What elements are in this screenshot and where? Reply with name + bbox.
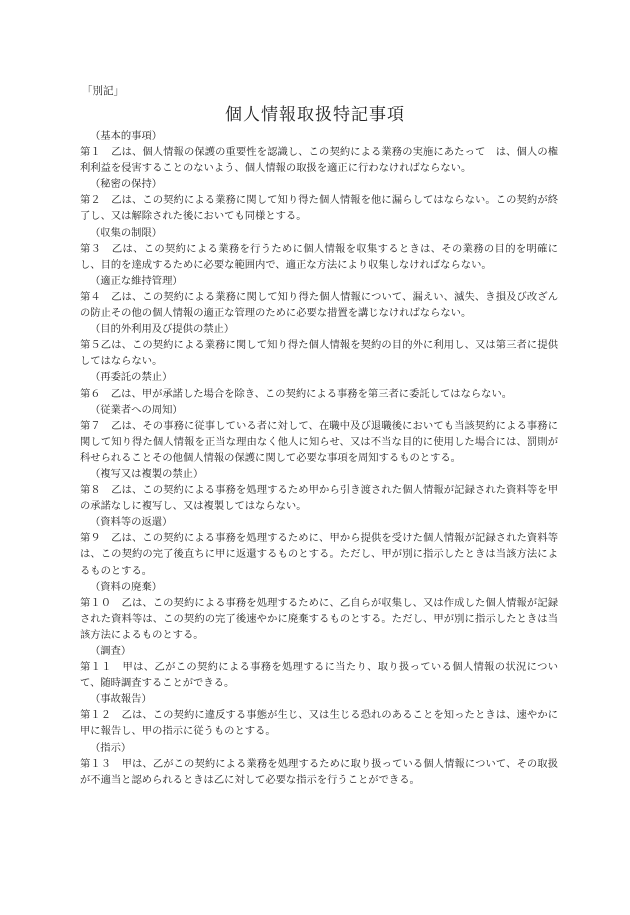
article-heading: （再委託の禁止）	[90, 371, 173, 384]
article-1	[80, 128, 558, 176]
article-heading: （収集の制限）	[90, 226, 163, 239]
article-paragraph	[80, 241, 558, 273]
article-number: 第２	[80, 194, 101, 207]
article-number: 第９	[80, 532, 101, 545]
article-paragraph	[80, 595, 558, 643]
document-title: 個人情報取扱特記事項	[225, 105, 405, 125]
article-11	[80, 643, 558, 691]
article-3	[80, 225, 558, 273]
article-heading: （資料等の返還）	[90, 516, 173, 529]
article-number: 第１３	[80, 757, 112, 770]
article-text: 乙は、個人情報の保護の重要性を認識し、この契約による業務の実施にあたって は、個人の権利利益を侵害することのないよう、個人情報の取扱を適正に行わなければならない。	[80, 146, 559, 175]
article-paragraph	[80, 418, 558, 466]
article-heading: （調査）	[90, 645, 132, 657]
article-number: 第３	[80, 242, 102, 255]
article-number: 第６	[80, 387, 101, 400]
article-heading: （基本的事項）	[90, 130, 163, 142]
article-number: 第１１	[80, 661, 112, 674]
article-paragraph	[80, 144, 558, 176]
article-text: 乙は、この契約による事務を処理するために、甲から提供を受けた個人情報が記録された資料等は、この契約の完了後直ちに甲に返還するものとする。ただし、甲が別に指示したときは当該方法によるものとする。	[80, 532, 559, 577]
article-8	[80, 466, 558, 514]
article-heading: （目的外利用及び提供の禁止）	[90, 323, 235, 336]
article-text: 乙は、この契約による業務を行うために個人情報を収集するときは、その業務の目的を明確にし、目的を達成するために必要な範囲内で、適正な方法により収集しなければならない。	[80, 242, 559, 271]
article-13	[80, 740, 558, 788]
article-text: 乙は、この契約による業務に関して知り得た個人情報を他に漏らしてはならない。この契約が終了し、又は解除された後においても同様とする。	[80, 194, 559, 223]
article-heading: （指示）	[90, 741, 132, 754]
article-paragraph	[80, 756, 558, 788]
article-text: 乙は、甲が承諾した場合を除き、この契約による事務を第三者に委託してはならない。	[100, 387, 513, 400]
article-text: 乙は、この契約による事務を処理するために、乙自らが収集し、又は作成した個人情報が記録された資料等は、この契約の完了後速やかに廃棄するものとする。ただし、甲が別に指示したときは当該方法によるものとする。	[80, 596, 559, 641]
article-number: 第４	[80, 290, 101, 303]
article-paragraph	[80, 530, 558, 578]
article-text: 乙は、その事務に従事している者に対して、在職中及び退職後においても当該契約による事務に関して知り得た個人情報を正当な理由なく他人に知らせ、又は不当な目的に使用した場合には、罰則が科せられることその他個人情報の保護に関して必要な事項を周知するものとする。	[80, 419, 558, 464]
annex-label: 「別記」	[82, 85, 124, 97]
article-text: 甲は、乙がこの契約による事務を処理するに当たり、取り扱っている個人情報の状況について、随時調査することができる。	[80, 661, 558, 690]
article-paragraph	[80, 192, 558, 224]
article-paragraph	[80, 659, 558, 691]
article-10	[80, 579, 558, 643]
article-text: 乙は、この契約に違反する事態が生じ、又は生じる恐れのあることを知ったときは、速やかに甲に報告し、甲の指示に従うものとする。	[80, 709, 559, 738]
article-heading: （従業者への周知）	[90, 403, 183, 416]
article-7	[80, 402, 558, 466]
article-number: 第１	[80, 146, 101, 159]
article-text: 乙は、この契約による事務を処理するため甲から引き渡された個人情報が記録された資料等を甲の承諾なしに複写し、又は複製してはならない。	[80, 484, 559, 513]
article-paragraph	[80, 482, 558, 514]
articles-list	[80, 128, 558, 788]
article-number: 第８	[80, 484, 101, 497]
article-9	[80, 514, 558, 578]
article-5	[80, 321, 558, 369]
article-paragraph	[80, 289, 558, 321]
article-number: 第１０	[80, 596, 112, 609]
article-heading: （事故報告）	[90, 693, 152, 706]
article-number: 第５	[80, 339, 101, 352]
article-4	[80, 273, 558, 321]
article-heading: （秘密の保持）	[90, 178, 163, 191]
article-number: 第７	[80, 419, 101, 432]
article-number: 第１２	[80, 709, 112, 722]
article-heading: （複写又は複製の禁止）	[90, 467, 204, 480]
article-6	[80, 369, 558, 401]
article-2	[80, 176, 558, 224]
article-text: 乙は、この契約による業務に関して知り得た個人情報について、漏えい、滅失、き損及び改ざんの防止その他の個人情報の適正な管理のために必要な措置を講じなければならない。	[80, 290, 558, 320]
article-text: 乙は、この契約による業務に関して知り得た個人情報を契約の目的外に利用し、又は第三者に提供してはならない。	[80, 339, 559, 368]
article-paragraph	[80, 386, 558, 402]
article-heading: （適正な維持管理）	[90, 274, 183, 287]
article-12	[80, 691, 558, 739]
article-text: 甲は、乙がこの契約による業務を処理するために取り扱っている個人情報について、その取扱が不適当と認められるときは乙に対して必要な指示を行うことができる。	[80, 757, 559, 786]
article-heading: （資料の廃棄）	[90, 580, 163, 593]
article-paragraph	[80, 707, 558, 739]
article-paragraph	[80, 337, 558, 369]
